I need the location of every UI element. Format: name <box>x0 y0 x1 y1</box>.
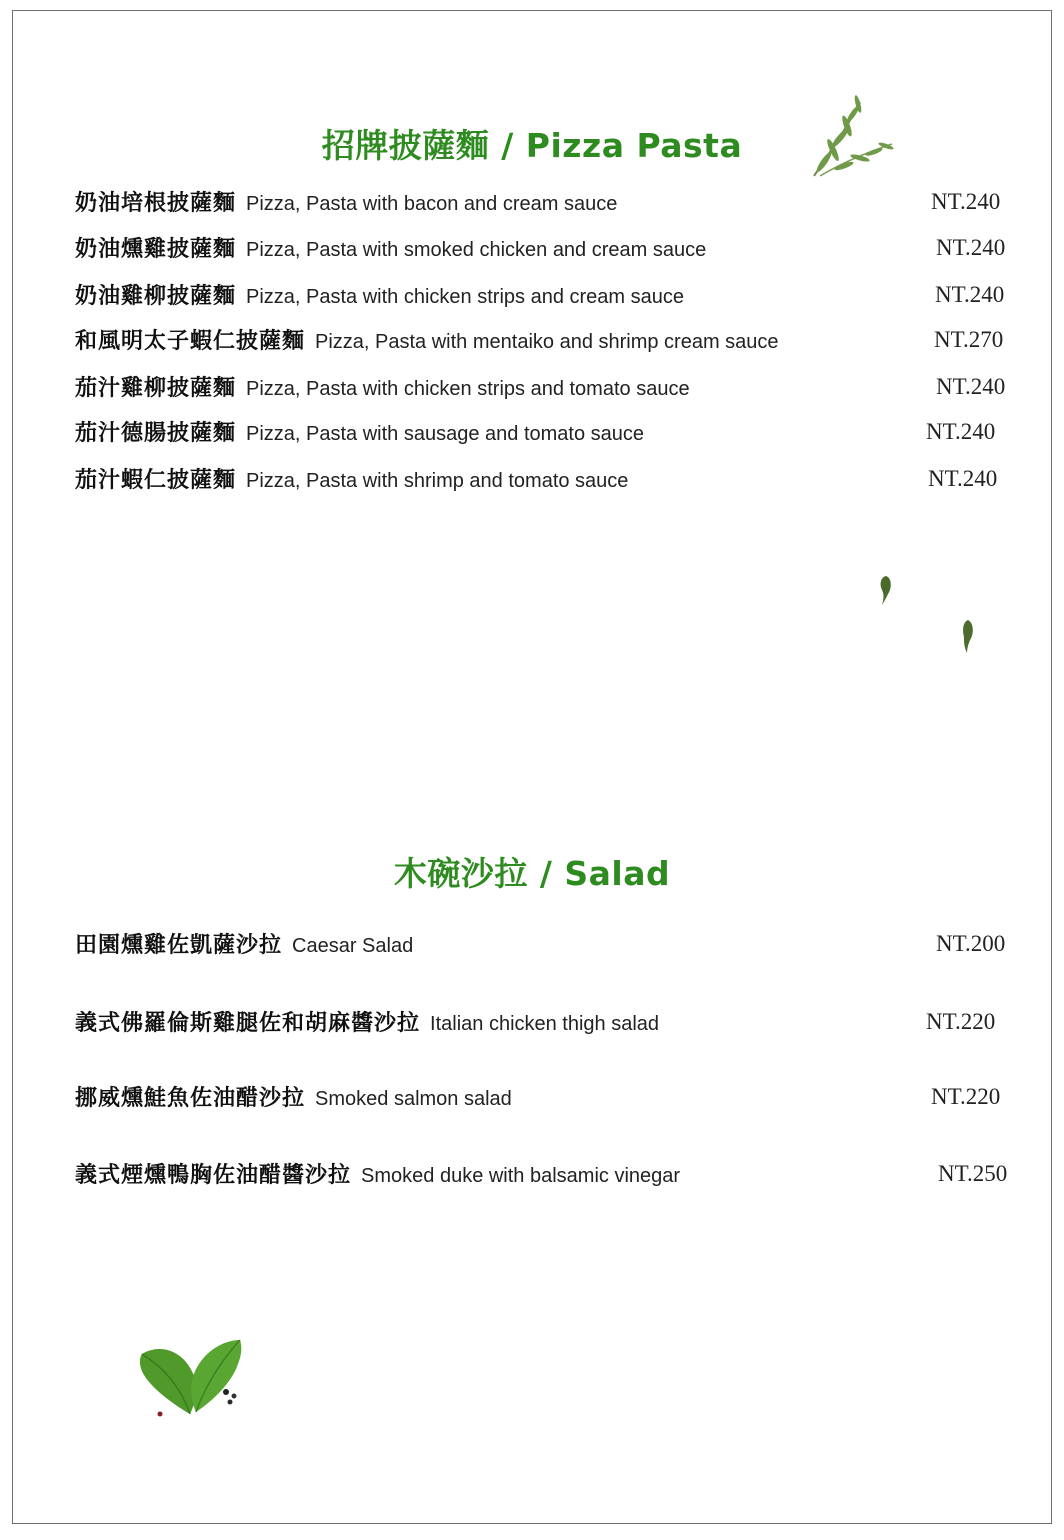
menu-item <box>75 928 413 962</box>
item-name-en: Smoked duke with balsamic vinegar <box>361 1165 681 1187</box>
leaf-fragment-icon <box>876 574 896 608</box>
menu-item <box>75 1158 680 1192</box>
item-price: NT.240 <box>928 466 998 491</box>
menu-item <box>75 324 779 358</box>
item-price: NT.200 <box>936 931 1006 956</box>
item-name-zh: 奶油雞柳披薩麵 <box>75 284 237 309</box>
item-price: NT.240 <box>931 189 1001 214</box>
item-price: NT.240 <box>936 235 1006 260</box>
item-name-zh: 田園燻雞佐凱薩沙拉 <box>75 933 283 958</box>
basil-leaves-icon <box>134 1334 250 1420</box>
item-name-en: Pizza, Pasta with mentaiko and shrimp cream sauce <box>315 331 779 353</box>
item-price: NT.240 <box>926 419 996 444</box>
item-name-en: Pizza, Pasta with sausage and tomato sauce <box>246 423 645 445</box>
menu-item <box>75 1081 512 1115</box>
pasta-section-title: 招牌披薩麵 / Pizza Pasta <box>321 126 743 165</box>
item-name-zh: 茄汁德腸披薩麵 <box>75 421 237 446</box>
item-name-zh: 奶油燻雞披薩麵 <box>75 237 237 262</box>
item-name-en: Italian chicken thigh salad <box>430 1013 660 1035</box>
menu-item <box>75 232 706 266</box>
item-price: NT.240 <box>935 282 1005 307</box>
item-name-zh: 挪威燻鮭魚佐油醋沙拉 <box>75 1086 306 1111</box>
item-name-zh: 茄汁蝦仁披薩麵 <box>75 468 237 493</box>
item-name-zh: 茄汁雞柳披薩麵 <box>75 376 237 401</box>
salad-section-title: 木碗沙拉 / Salad <box>393 854 671 893</box>
item-name-zh: 奶油培根披薩麵 <box>75 191 237 216</box>
item-price: NT.240 <box>936 374 1006 399</box>
item-price: NT.220 <box>926 1009 996 1034</box>
item-name-zh: 和風明太子蝦仁披薩麵 <box>75 329 306 354</box>
leaf-fragment-icon <box>958 618 978 656</box>
item-name-en: Pizza, Pasta with chicken strips and cream sauce <box>246 286 684 308</box>
item-name-zh: 義式煙燻鴨胸佐油醋醬沙拉 <box>75 1163 352 1188</box>
item-price: NT.220 <box>931 1084 1001 1109</box>
item-name-en: Pizza, Pasta with chicken strips and tomato sauce <box>246 378 690 400</box>
item-name-en: Caesar Salad <box>292 935 414 957</box>
item-name-zh: 義式佛羅倫斯雞腿佐和胡麻醬沙拉 <box>75 1011 421 1036</box>
menu-item <box>75 186 617 220</box>
menu-item <box>75 463 628 497</box>
rosemary-sprig-icon <box>800 92 900 184</box>
item-name-en: Pizza, Pasta with shrimp and tomato sauce <box>246 470 629 492</box>
menu-item <box>75 279 684 313</box>
menu-item <box>75 416 644 450</box>
item-name-en: Pizza, Pasta with bacon and cream sauce <box>246 193 618 215</box>
item-name-en: Pizza, Pasta with smoked chicken and cream sauce <box>246 239 707 261</box>
item-price: NT.270 <box>934 327 1004 352</box>
item-name-en: Smoked salmon salad <box>315 1088 512 1110</box>
menu-item <box>75 1006 659 1040</box>
menu-item <box>75 371 690 405</box>
item-price: NT.250 <box>938 1161 1008 1186</box>
